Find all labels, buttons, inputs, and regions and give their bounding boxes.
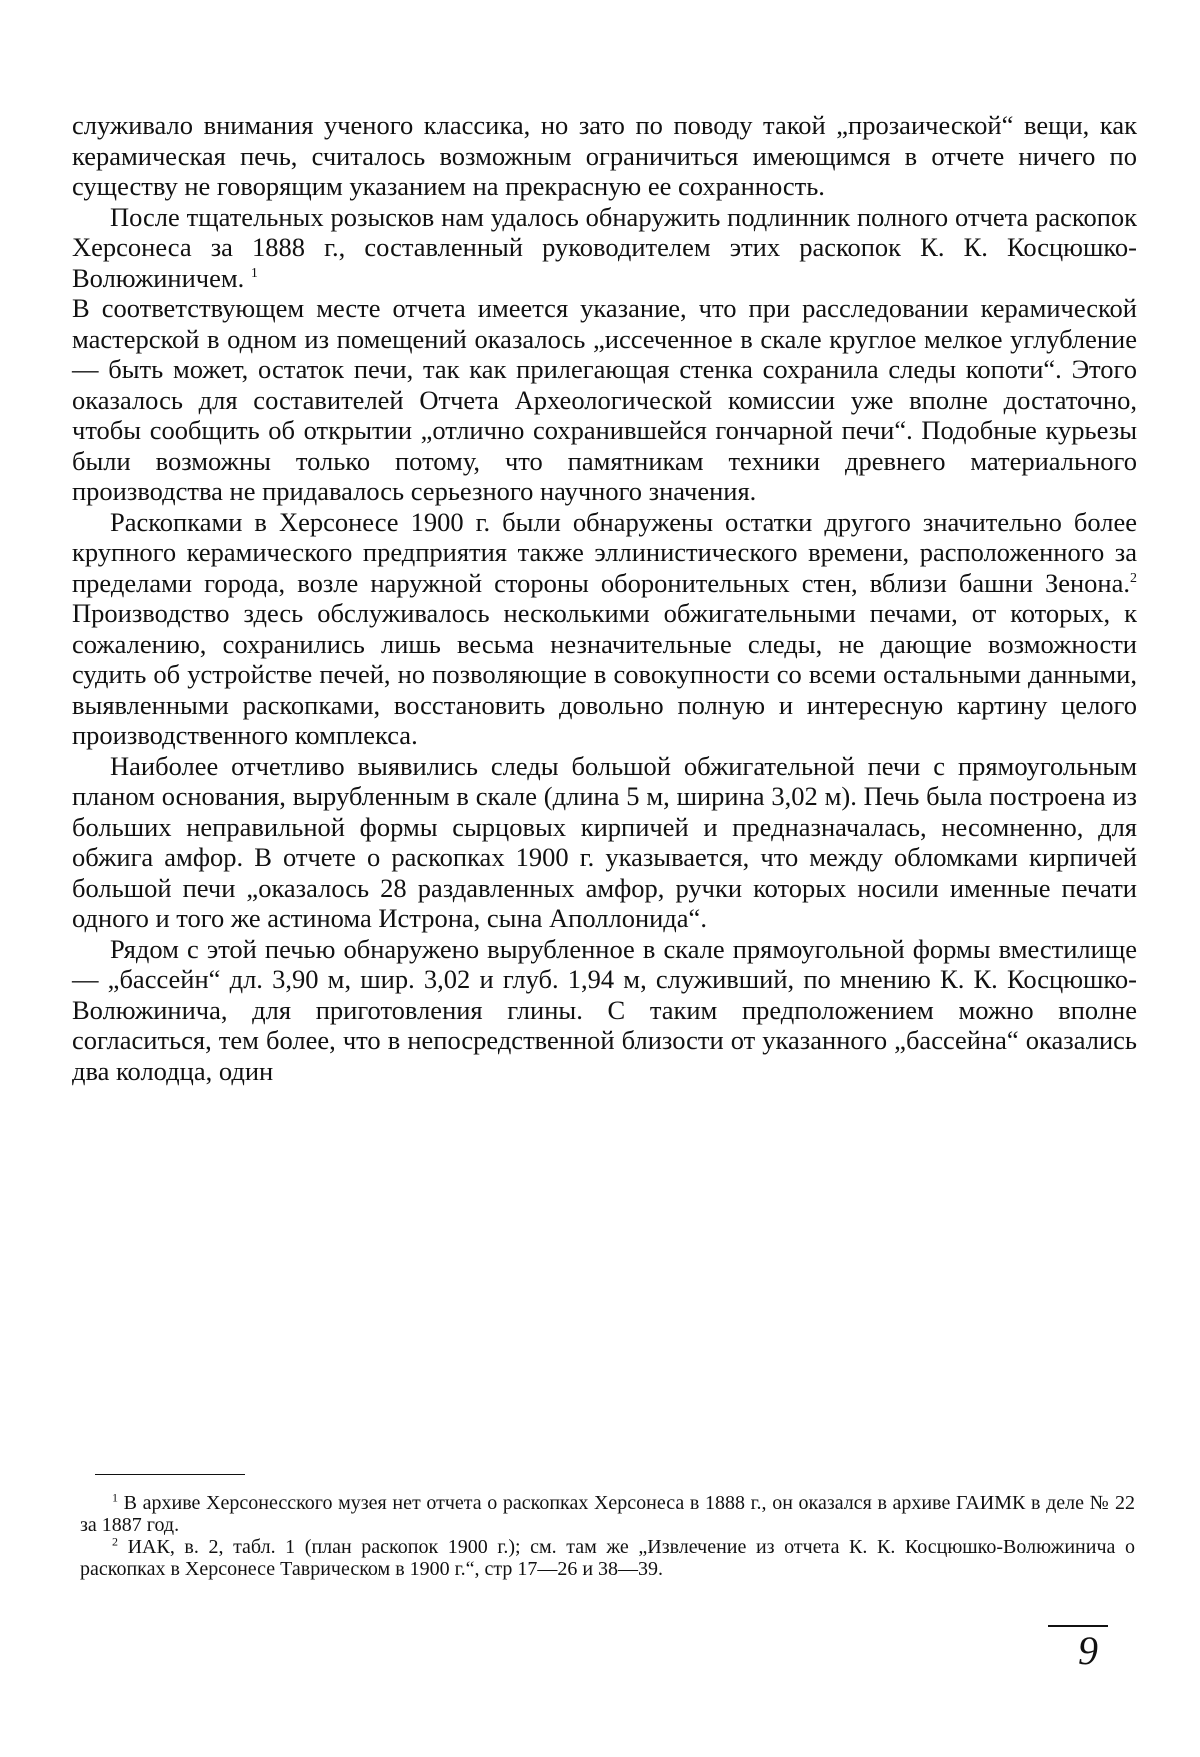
footnote-ref-1: 1 xyxy=(250,265,258,281)
paragraph-kiln xyxy=(72,751,1137,934)
footnote-1 xyxy=(80,1492,1135,1536)
footnote-ref-2: 2 xyxy=(1130,570,1137,586)
paragraph-text: Наиболее отчетливо выявились следы большой обжигательной печи с прямоугольным планом основания, вырубленным в скале (длина 5 м, ширина 3,02 м). Печь была построена из больших неправильной формы сырцовых кирпичей и предназначалась, несомненно, для обжига амфор. В отчете о раскопках 1900 г. указывается, что между обломками кирпичей большой печи „оказалось 28 раздавленных амфор, ручки которых носили именные печати одного и того же астинома Истрона, сына Аполлонида“. xyxy=(72,750,1137,933)
footnote-mark: 1 xyxy=(112,1490,118,1505)
footnote-text: ИАК, в. 2, табл. 1 (план раскопок 1900 г.); см. там же „Извлечение из отчета К. К. Косцюшко-Волюжинича о раскопках в Херсонесе Таврическом в 1900 г.“, стр 17—26 и 38—39. xyxy=(80,1536,1135,1580)
paragraph-excavations-1900 xyxy=(72,507,1137,751)
footnote-mark: 2 xyxy=(112,1534,118,1549)
footnote-2 xyxy=(80,1536,1135,1580)
paragraph-original-report xyxy=(72,202,1137,507)
paragraph-continuation xyxy=(72,110,1137,202)
page-number: 9 xyxy=(1048,1625,1108,1673)
footnotes xyxy=(80,1492,1135,1580)
paragraph-text: Рядом с этой печью обнаружено вырубленное в скале прямоугольной формы вместилище — „бассейн“ дл. 3,90 м, шир. 3,02 и глуб. 1,94 м, служивший, по мнению К. К. Косцюшко-Волюжинича, для приготовления глины. С таким предположением можно вполне согласиться, тем более, что в непосредственной близости от указанного „бассейна“ оказались два колодца, один xyxy=(72,933,1137,1086)
paragraph-text: Производство здесь обслуживалось несколькими обжигательными печами, от которых, к сожалению, сохранились лишь весьма незначительные следы, не дающие возможности судить об устройстве печей, но позволяющие в совокупности со всеми остальными данными, выявленными раскопками, восстановить довольно полную и интересную картину целого производственного комплекса. xyxy=(72,598,1137,750)
paragraph-text: После тщательных розысков нам удалось обнаружить подлинник полного отчета раскопок Херсонеса за 1888 г., составленный руководителем этих раскопок К. К. Косцюшко-Волюжиничем. xyxy=(72,201,1137,293)
footnote-divider xyxy=(95,1474,245,1475)
paragraph-text: Раскопками в Херсонесе 1900 г. были обнаружены остатки другого значительно более крупного керамического предприятия также эллинистического времени, расположенного за пределами города, возле наружной стороны оборонительных стен, вблизи башни Зенона. xyxy=(72,506,1137,598)
paragraph-text: В соответствующем месте отчета имеется указание, что при расследовании керамической мастерской в одном из помещений оказалось „иссеченное в скале круглое мелкое углубление — быть может, остаток печи, так как прилегающая стенка сохранила следы копоти“. Этого оказалось для составителей Отчета Археологической комиссии уже вполне достаточно, чтобы сообщить об открытии „отлично сохранившейся гончарной печи“. Подобные курьезы были возможны только потому, что памятникам техники древнего материального производства не придавалось серьезного научного значения. xyxy=(72,293,1137,506)
main-text xyxy=(72,110,1137,1086)
paragraph-text: служивало внимания ученого классика, но зато по поводу такой „прозаической“ вещи, как керамическая печь, считалось возможным ограничиться имеющимся в отчете ничего по существу не говорящим указанием на прекрасную ее сохранность. xyxy=(72,110,1137,201)
paragraph-basin xyxy=(72,934,1137,1087)
footnote-text: В архиве Херсонесского музея нет отчета о раскопках Херсонеса в 1888 г., он оказался в архиве ГАИМК в деле № 22 за 1887 год. xyxy=(80,1492,1135,1536)
